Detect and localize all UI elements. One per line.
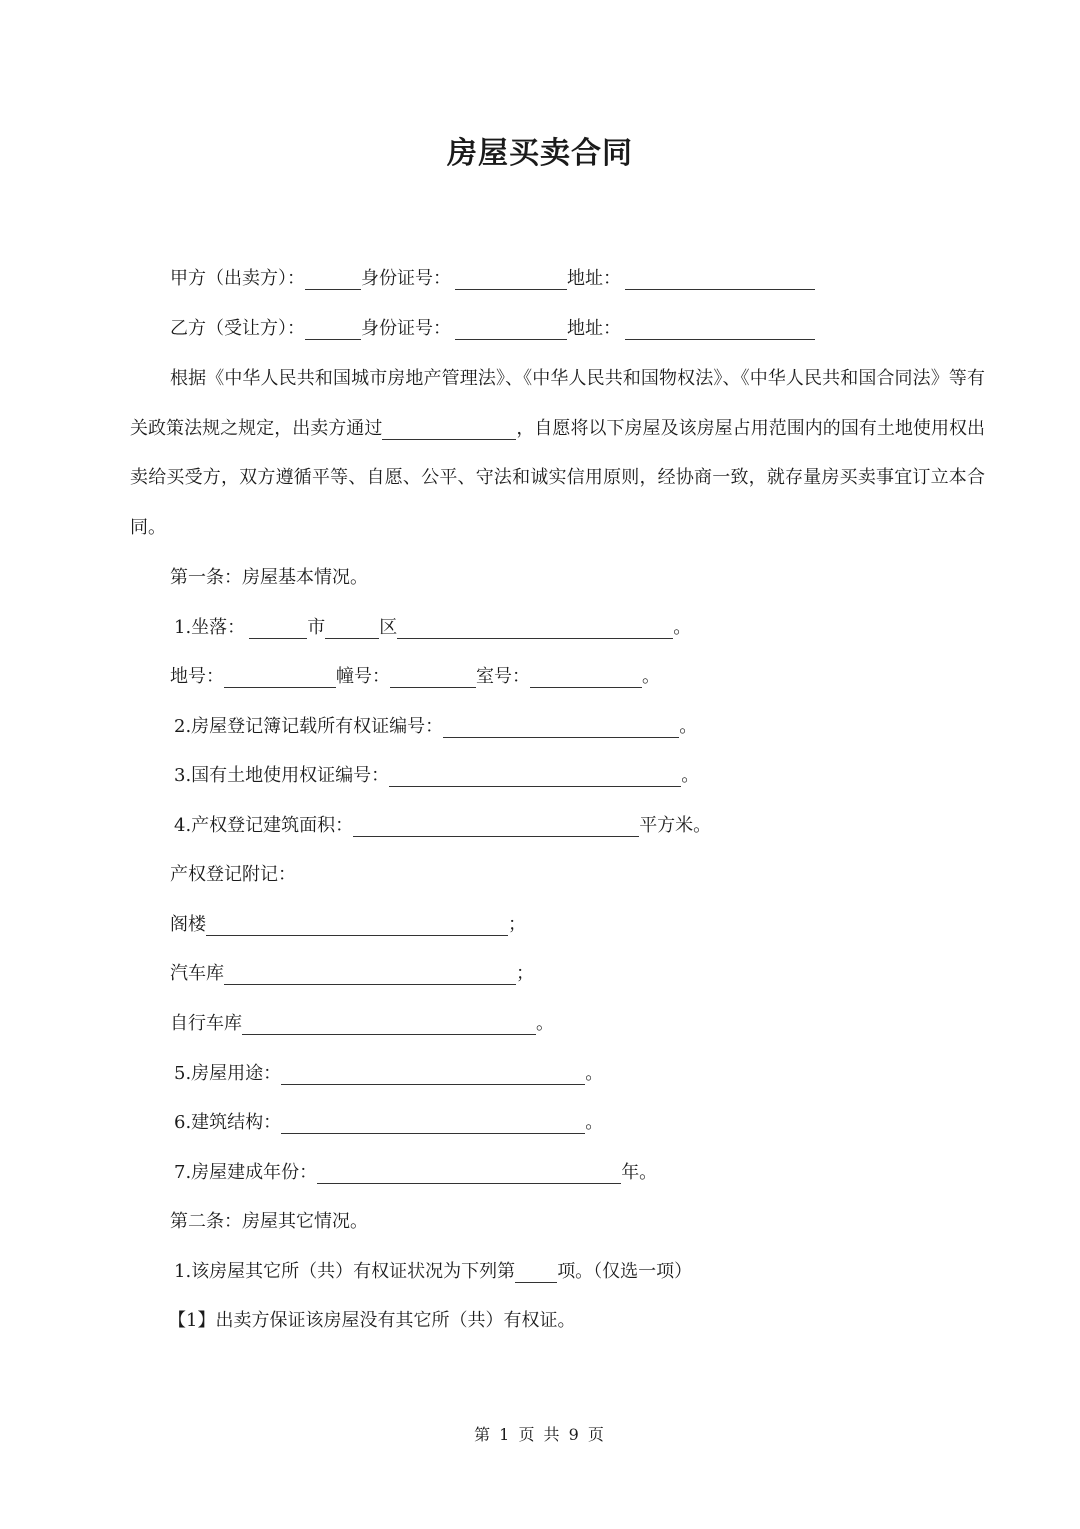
location-label: 1.坐落： — [174, 617, 246, 638]
garage-line — [170, 959, 534, 989]
year-line — [174, 1158, 657, 1188]
preamble-part1: 根据《中华人民共和国城市房地产管理法》、《中华人民共和国物权法》、《中华人民共和国合同法》等有关政策法规之规定，出卖方通过 — [130, 368, 985, 439]
attic-blank — [206, 913, 508, 936]
building-label: 幢号： — [336, 666, 390, 687]
item1-text-end: 项。（仅选一项） — [557, 1261, 693, 1282]
attic-label: 阁楼 — [170, 914, 206, 935]
preamble-blank — [382, 417, 516, 440]
party-b-address-blank — [625, 317, 815, 340]
lot-blank — [224, 665, 336, 688]
party-b-label: 乙方（受让方）： — [170, 318, 305, 339]
line-end: 。 — [673, 617, 692, 638]
party-a-label: 甲方（出卖方）： — [170, 268, 305, 289]
attic-line — [170, 910, 526, 940]
structure-line — [174, 1108, 603, 1138]
ownership-cert-label: 2.房屋登记簿记载所有权证编号： — [174, 716, 444, 737]
party-a-address-blank — [625, 267, 815, 290]
party-a-id-label: 身份证号： — [361, 268, 451, 289]
line-end: 。 — [585, 1112, 604, 1133]
area-label: 4.产权登记建筑面积： — [174, 815, 354, 836]
lot-line — [170, 662, 660, 692]
building-blank — [390, 665, 476, 688]
ownership-cert-line — [174, 712, 697, 742]
semicolon: ； — [508, 914, 526, 935]
party-a-address-label: 地址： — [567, 268, 621, 289]
line-end: 。 — [679, 716, 698, 737]
line-end: 。 — [642, 666, 660, 687]
party-a-line — [170, 264, 815, 294]
area-line — [174, 811, 711, 841]
party-b-address-label: 地址： — [567, 318, 621, 339]
preamble-paragraph — [130, 354, 985, 552]
district-blank — [325, 616, 379, 639]
usage-line — [174, 1059, 603, 1089]
bike-garage-label: 自行车库 — [170, 1013, 242, 1034]
party-b-id-label: 身份证号： — [361, 318, 451, 339]
party-b-id-blank — [455, 317, 567, 340]
bike-garage-blank — [242, 1012, 536, 1035]
year-unit: 年。 — [621, 1162, 658, 1183]
city-blank — [249, 616, 307, 639]
document-title: 房屋买卖合同 — [447, 136, 633, 171]
bike-garage-line — [170, 1009, 554, 1039]
party-b-name-blank — [305, 317, 361, 340]
line-end: 。 — [536, 1013, 554, 1034]
garage-blank — [224, 962, 516, 985]
page-footer: 第 1 页 共 9 页 — [474, 1425, 606, 1444]
line-end: 。 — [585, 1063, 604, 1084]
location-line — [174, 613, 691, 643]
address-detail-blank — [397, 616, 673, 639]
party-a-id-blank — [455, 267, 567, 290]
usage-blank — [281, 1062, 585, 1085]
lot-label: 地号： — [170, 666, 224, 687]
year-label: 7.房屋建成年份： — [174, 1162, 318, 1183]
district-label: 区 — [379, 617, 398, 638]
structure-blank — [281, 1111, 585, 1134]
room-blank — [530, 665, 642, 688]
usage-label: 5.房屋用途： — [174, 1063, 282, 1084]
structure-label: 6.建筑结构： — [174, 1112, 282, 1133]
area-blank — [353, 814, 639, 837]
area-unit: 平方米。 — [639, 815, 712, 836]
ownership-cert-blank — [443, 715, 679, 738]
preamble-part2: ，自愿将以下房屋及该房屋占用范围内的国有土地使用权出卖给买受方，双方遵循平等、自愿、公平、守法和诚实信用原则，经协商一致，就存量房买卖事宜订立本合同。 — [130, 417, 986, 538]
room-label: 室号： — [476, 666, 530, 687]
article2-item1 — [174, 1257, 692, 1287]
item1-blank — [515, 1260, 557, 1283]
land-cert-blank — [389, 764, 681, 787]
city-label: 市 — [307, 617, 326, 638]
semicolon: ； — [516, 963, 534, 984]
line-end: 。 — [681, 765, 700, 786]
garage-label: 汽车库 — [170, 963, 224, 984]
party-b-line — [170, 314, 815, 344]
land-cert-line — [174, 761, 699, 791]
article1-heading: 第一条：房屋基本情况。 — [170, 567, 368, 588]
party-a-name-blank — [305, 267, 361, 290]
notes-heading: 产权登记附记： — [170, 864, 296, 885]
land-cert-label: 3.国有土地使用权证编号： — [174, 765, 390, 786]
article2-heading: 第二条：房屋其它情况。 — [170, 1211, 368, 1232]
item1-text: 1.该房屋其它所（共）有权证状况为下列第 — [174, 1261, 516, 1282]
option1-line: 【1】出卖方保证该房屋没有其它所（共）有权证。 — [168, 1310, 576, 1331]
year-blank — [317, 1161, 621, 1184]
